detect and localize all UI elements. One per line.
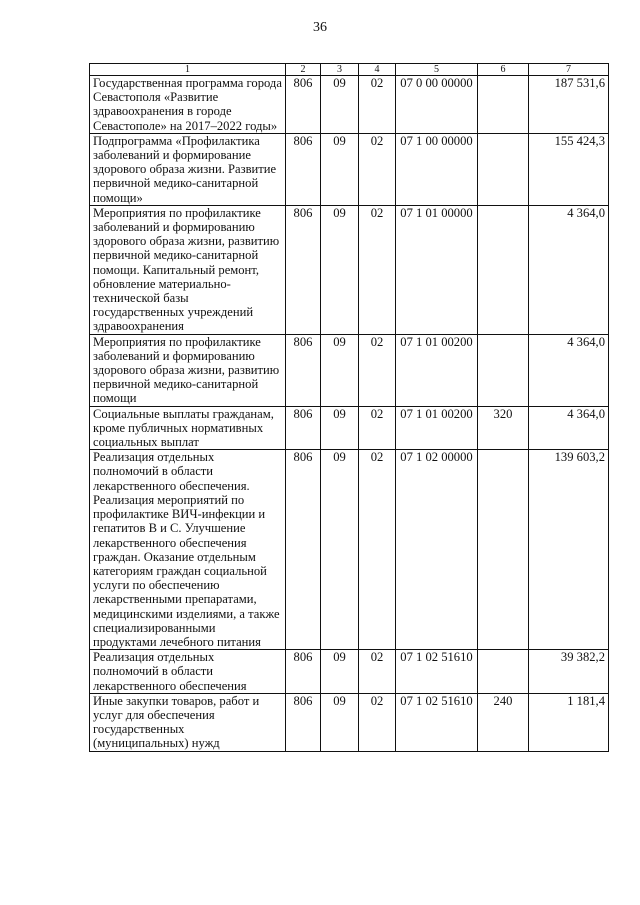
table-row: [90, 334, 609, 406]
row-target: 07 1 01 00200: [396, 406, 478, 450]
table-row: [90, 76, 609, 134]
row-expense-type: [478, 650, 529, 694]
table-row: [90, 406, 609, 450]
row-section: 09: [321, 133, 359, 205]
row-subsection: 02: [359, 450, 396, 650]
row-amount: 155 424,3: [529, 133, 609, 205]
row-subsection: 02: [359, 76, 396, 134]
row-name: Мероприятия по профилактике заболеваний и формированию здорового образа жизни, развитию первичной медико-санитарной помощи. Капитальный ремонт, обновление материально-технической базы государственных учреждений здравоохранения: [90, 205, 286, 334]
row-amount: 39 382,2: [529, 650, 609, 694]
row-amount: 1 181,4: [529, 693, 609, 751]
row-expense-type: [478, 205, 529, 334]
column-number-header: 7: [529, 64, 609, 76]
table-row: [90, 650, 609, 694]
row-amount: 139 603,2: [529, 450, 609, 650]
row-subsection: 02: [359, 334, 396, 406]
column-number-row: [90, 64, 609, 76]
row-target: 07 1 02 00000: [396, 450, 478, 650]
row-grbs: 806: [286, 205, 321, 334]
row-name: Государственная программа города Севастополя «Развитие здравоохранения в городе Севастополе» на 2017–2022 годы»: [90, 76, 286, 134]
row-name: Мероприятия по профилактике заболеваний и формированию здорового образа жизни, развитию первичной медико-санитарной помощи: [90, 334, 286, 406]
row-name: Реализация отдельных полномочий в области лекарственного обеспечения: [90, 650, 286, 694]
row-subsection: 02: [359, 650, 396, 694]
budget-table: [89, 63, 609, 752]
row-name: Социальные выплаты гражданам, кроме публичных нормативных социальных выплат: [90, 406, 286, 450]
column-number-header: 4: [359, 64, 396, 76]
row-target: 07 1 01 00200: [396, 334, 478, 406]
row-section: 09: [321, 76, 359, 134]
row-target: 07 0 00 00000: [396, 76, 478, 134]
row-grbs: 806: [286, 450, 321, 650]
table-row: [90, 693, 609, 751]
row-grbs: 806: [286, 133, 321, 205]
row-section: 09: [321, 205, 359, 334]
row-subsection: 02: [359, 133, 396, 205]
row-section: 09: [321, 650, 359, 694]
column-number-header: 2: [286, 64, 321, 76]
row-subsection: 02: [359, 693, 396, 751]
row-expense-type: [478, 76, 529, 134]
row-grbs: 806: [286, 406, 321, 450]
row-subsection: 02: [359, 205, 396, 334]
row-name: Подпрограмма «Профилактика заболеваний и формирование здорового образа жизни. Развитие первичной медико-санитарной помощи»: [90, 133, 286, 205]
row-section: 09: [321, 406, 359, 450]
row-amount: 4 364,0: [529, 205, 609, 334]
row-section: 09: [321, 693, 359, 751]
row-expense-type: [478, 450, 529, 650]
row-subsection: 02: [359, 406, 396, 450]
row-expense-type: 320: [478, 406, 529, 450]
row-target: 07 1 01 00000: [396, 205, 478, 334]
row-grbs: 806: [286, 334, 321, 406]
row-grbs: 806: [286, 693, 321, 751]
table-row: [90, 133, 609, 205]
row-expense-type: 240: [478, 693, 529, 751]
row-expense-type: [478, 133, 529, 205]
row-target: 07 1 02 51610: [396, 650, 478, 694]
column-number-header: 1: [90, 64, 286, 76]
row-section: 09: [321, 450, 359, 650]
table-row: [90, 450, 609, 650]
row-name: Реализация отдельных полномочий в области лекарственного обеспечения. Реализация мероприятий по профилактике ВИЧ-инфекции и гепатитов В и С. Улучшение лекарственного обеспечения граждан. Оказание отдельным категориям граждан социальной услуги по обеспечению лекарственными препаратами, медицинскими изделиями, а также специализированными продуктами лечебного питания: [90, 450, 286, 650]
page-number: 36: [313, 20, 327, 35]
row-target: 07 1 02 51610: [396, 693, 478, 751]
row-amount: 187 531,6: [529, 76, 609, 134]
row-grbs: 806: [286, 76, 321, 134]
row-amount: 4 364,0: [529, 334, 609, 406]
row-expense-type: [478, 334, 529, 406]
row-amount: 4 364,0: [529, 406, 609, 450]
row-section: 09: [321, 334, 359, 406]
column-number-header: 5: [396, 64, 478, 76]
row-name: Иные закупки товаров, работ и услуг для обеспечения государственных (муниципальных) нужд: [90, 693, 286, 751]
column-number-header: 3: [321, 64, 359, 76]
table-row: [90, 205, 609, 334]
column-number-header: 6: [478, 64, 529, 76]
row-target: 07 1 00 00000: [396, 133, 478, 205]
row-grbs: 806: [286, 650, 321, 694]
